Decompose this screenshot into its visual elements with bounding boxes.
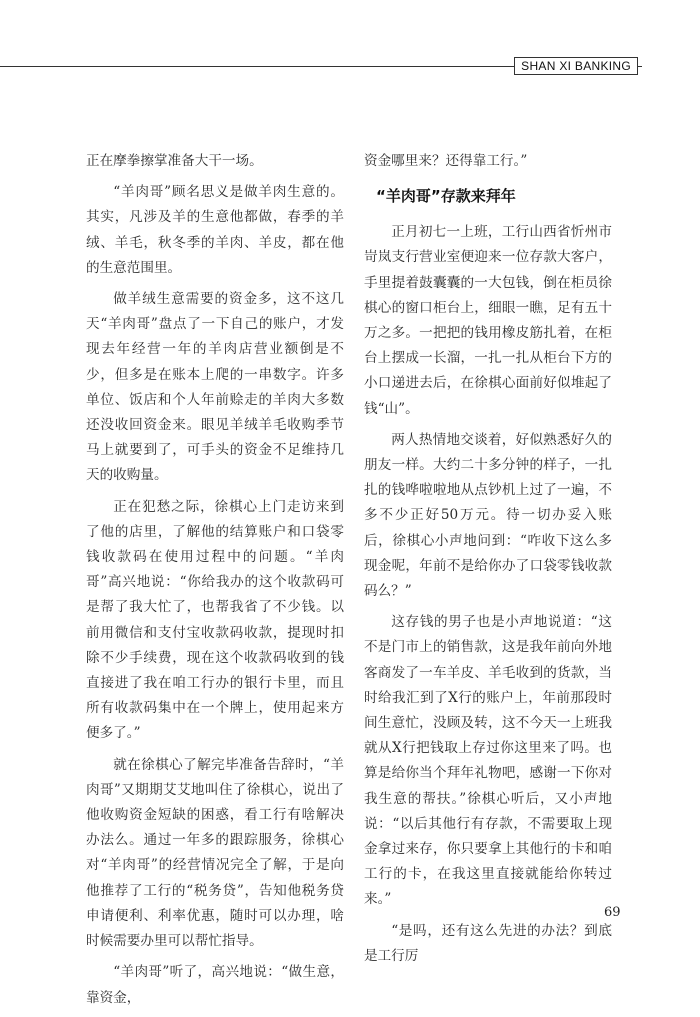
paragraph: “是吗，还有这么先进的办法？到底是工行厉: [364, 922, 612, 964]
right-column: [364, 149, 612, 975]
left-column: [86, 149, 344, 1017]
paragraph: 正月初七一上班，工行山西省忻州市岢岚支行营业室便迎来一位存款大客户，手里提着鼓囊囊的一大包钱，倒在柜员徐棋心的窗口柜台上，细眼一瞧，足有五十万之多。一把把的钱用橡皮筋扎着，在柜台上摆成一长溜，一扎一扎从柜台下方的小口递进去后，在徐棋心面前好似堆起了钱“山”。: [364, 224, 612, 417]
paragraph: 两人热情地交谈着，好似熟悉好久的朋友一样。大约二十多分钟的样子，一扎扎的钱哗啦啦地从点钞机上过了一遍，不多不少正好50万元。待一切办妥入账后，徐棋心小声地问到：“咋收下这么多现金呢，年前不是给你办了口袋零钱收款码么？”: [364, 431, 612, 600]
paragraph: “羊肉哥”听了，高兴地说：“做生意，靠资金，: [86, 964, 344, 1006]
paragraph: 做羊绒生意需要的资金多，这不这几天“羊肉哥”盘点了一下自己的账户，才发现去年经营一年的羊肉店营业额倒是不少，但多是在账本上爬的一串数字。许多单位、饭店和个人年前赊走的羊肉大多数还没收回资金来。眼见羊绒羊毛收购季节马上就要到了，可手头的资金不足维持几天的收购量。: [86, 291, 344, 484]
paragraph: 正在摩拳擦掌准备大干一场。: [86, 153, 263, 169]
paragraph: 正在犯愁之际，徐棋心上门走访来到了他的店里，了解他的结算账户和口袋零钱收款码在使用过程中的问题。“羊肉哥”高兴地说：“你给我办的这个收款码可是帮了我大忙了，也帮我省了不少钱。以前用微信和支付宝收款码收款，提现时扣除不少手续费，现在这个收款码收到的钱直接进了我在咱工行办的银行卡里，而且所有收款码集中在一个牌上，使用起来方便多了。”: [86, 498, 344, 742]
page-number: 69: [604, 905, 621, 920]
paragraph: 资金哪里来？还得靠工行。”: [364, 153, 528, 169]
paragraph: “羊肉哥”顾名思义是做羊肉生意的。其实，凡涉及羊的生意他都做，春季的羊绒、羊毛，秋冬季的羊肉、羊皮，都在他的生意范围里。: [86, 184, 344, 276]
journal-header-tag: SHAN XI BANKING: [514, 57, 638, 75]
paragraph: 这存钱的男子也是小声地说道：“这不是门市上的销售款，这是我年前向外地客商发了一车羊皮、羊毛收到的货款，当时给我汇到了X行的账户上，年前那段时间生意忙，没顾及转，这不今天一上班我就从X行把钱取上存过你这里来了吗。也算是给你当个拜年礼物吧，感谢一下你对我生意的帮扶。”徐棋心听后，又小声地说：“以后其他行有存款，不需要取上现金拿过来存，你只要拿上其他行的卡和咱工行的卡，在我这里直接就能给你转过来。”: [364, 614, 612, 908]
paragraph: 就在徐棋心了解完毕准备告辞时，“羊肉哥”又期期艾艾地叫住了徐棋心，说出了他收购资金短缺的困惑，看工行有啥解决办法么。通过一年多的跟踪服务，徐棋心对“羊肉哥”的经营情况完全了解，于是向他推荐了工行的“税务贷”，告知他税务贷申请便利、利率优惠，随时可以办理，啥时候需要办里可以帮忙指导。: [86, 756, 344, 950]
section-heading: “羊肉哥”存款来拜年: [376, 187, 516, 206]
